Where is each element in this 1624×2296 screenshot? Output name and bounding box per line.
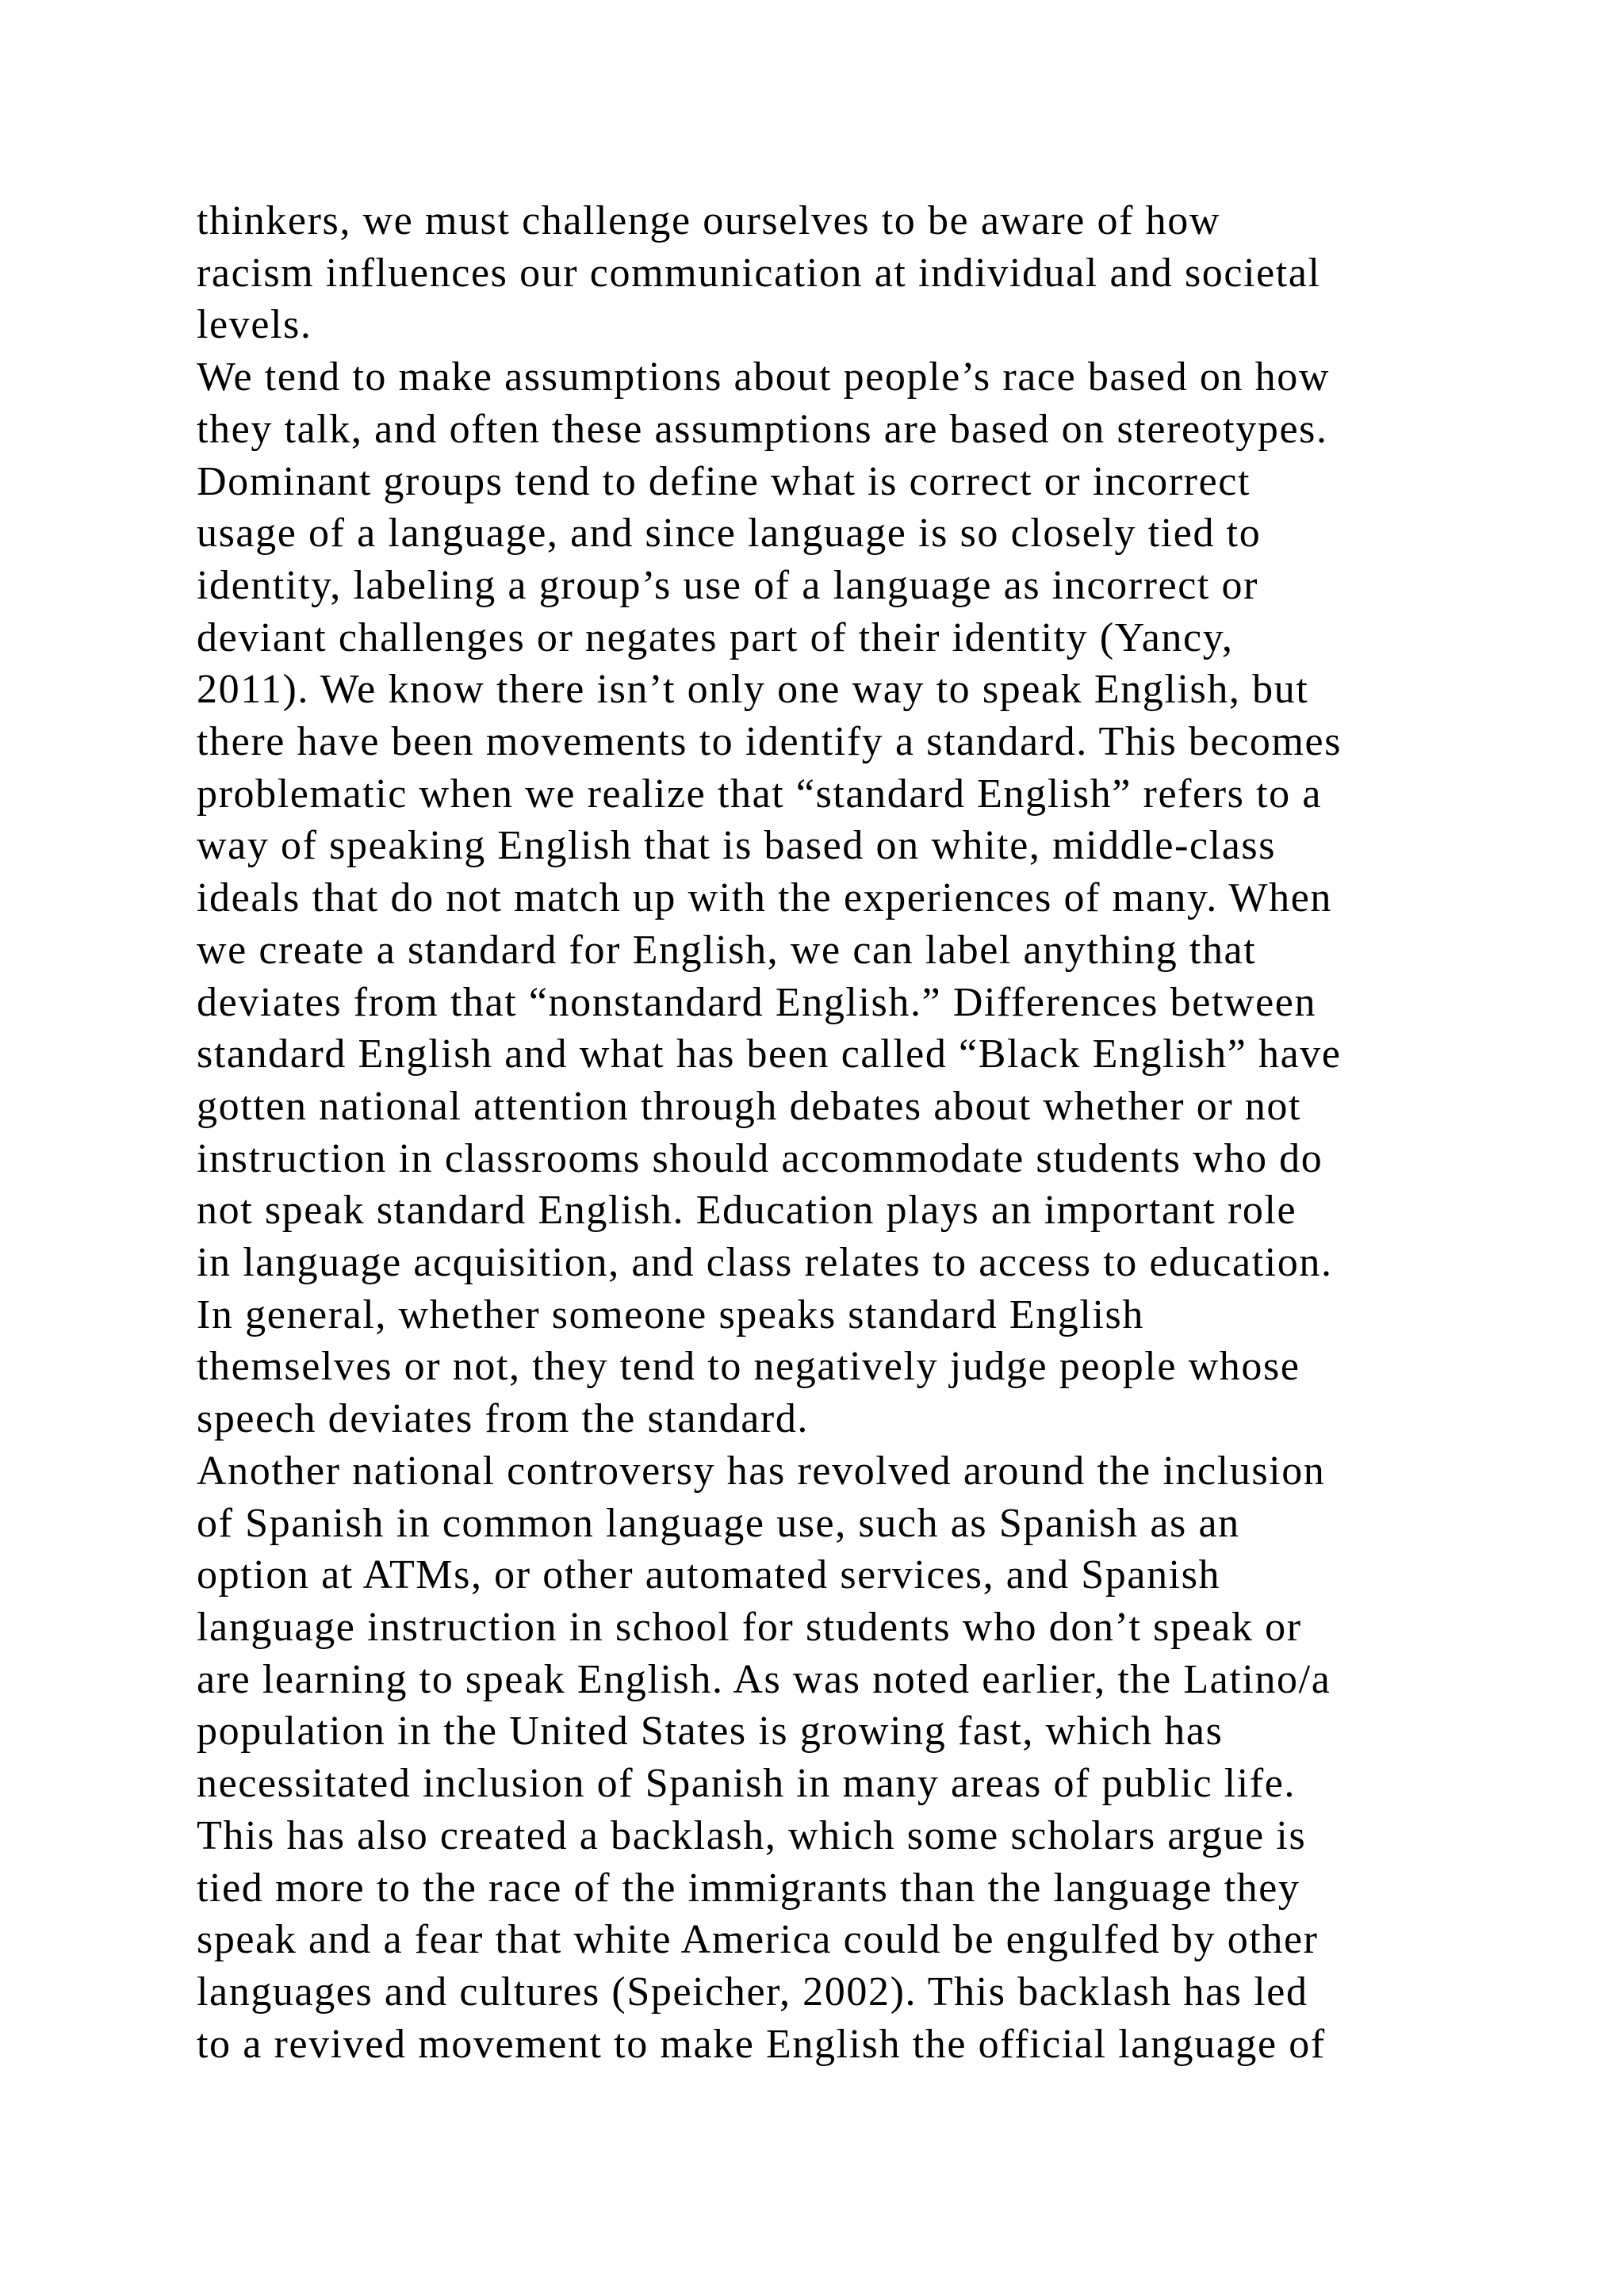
text-line: themselves or not, they tend to negatively judge people whose [197, 1344, 1300, 1390]
text-line: levels. [197, 302, 312, 348]
text-line: gotten national attention through debates about whether or not [197, 1083, 1302, 1129]
text-line: tied more to the race of the immigrants than the language they [197, 1865, 1300, 1911]
body-text [197, 195, 1497, 2070]
text-line: usage of a language, and since language is so closely tied to [197, 511, 1262, 557]
text-line: Another national controversy has revolved around the inclusion [197, 1448, 1326, 1494]
text-line: they talk, and often these assumptions are based on stereotypes. [197, 406, 1328, 452]
text-line: identity, labeling a group’s use of a language as incorrect or [197, 562, 1259, 608]
text-line: option at ATMs, or other automated services, and Spanish [197, 1552, 1221, 1598]
text-line: are learning to speak English. As was noted earlier, the Latino/a [197, 1656, 1331, 1702]
text-line: We tend to make assumptions about people’s race based on how [197, 354, 1331, 400]
text-line: 2011). We know there isn’t only one way to speak English, but [197, 667, 1309, 713]
text-line: speak and a fear that white America could be engulfed by other [197, 1917, 1319, 1963]
text-line: in language acquisition, and class relates to access to education. [197, 1240, 1333, 1286]
text-line: to a revived movement to make English the official language of [197, 2021, 1326, 2067]
text-line: not speak standard English. Education plays an important role [197, 1188, 1297, 1234]
text-line: language instruction in school for students who don’t speak or [197, 1604, 1302, 1650]
text-line: thinkers, we must challenge ourselves to be aware of how [197, 198, 1221, 243]
text-line: languages and cultures (Speicher, 2002). This backlash has led [197, 1969, 1308, 2015]
text-line: way of speaking English that is based on white, middle-class [197, 823, 1277, 869]
text-line: In general, whether someone speaks standard English [197, 1292, 1144, 1337]
text-line: racism influences our communication at individual and societal [197, 250, 1321, 296]
text-line: of Spanish in common language use, such as Spanish as an [197, 1500, 1240, 1546]
text-line: standard English and what has been called “Black English” have [197, 1031, 1342, 1077]
text-line: deviant challenges or negates part of their identity (Yancy, [197, 614, 1234, 660]
text-line: Dominant groups tend to define what is correct or incorrect [197, 458, 1251, 504]
text-line: ideals that do not match up with the experiences of many. When [197, 875, 1333, 921]
text-line: necessitated inclusion of Spanish in many areas of public life. [197, 1761, 1297, 1807]
text-line: This has also created a backlash, which some scholars argue is [197, 1812, 1307, 1858]
text-line: we create a standard for English, we can label anything that [197, 927, 1257, 973]
text-line: there have been movements to identify a standard. This becomes [197, 719, 1342, 765]
text-line: speech deviates from the standard. [197, 1396, 810, 1442]
text-line: population in the United States is growing fast, which has [197, 1709, 1224, 1755]
text-line: instruction in classrooms should accommodate students who do [197, 1135, 1323, 1181]
text-line: deviates from that “nonstandard English.” Differences between [197, 979, 1317, 1025]
text-line: problematic when we realize that “standard English” refers to a [197, 771, 1323, 817]
